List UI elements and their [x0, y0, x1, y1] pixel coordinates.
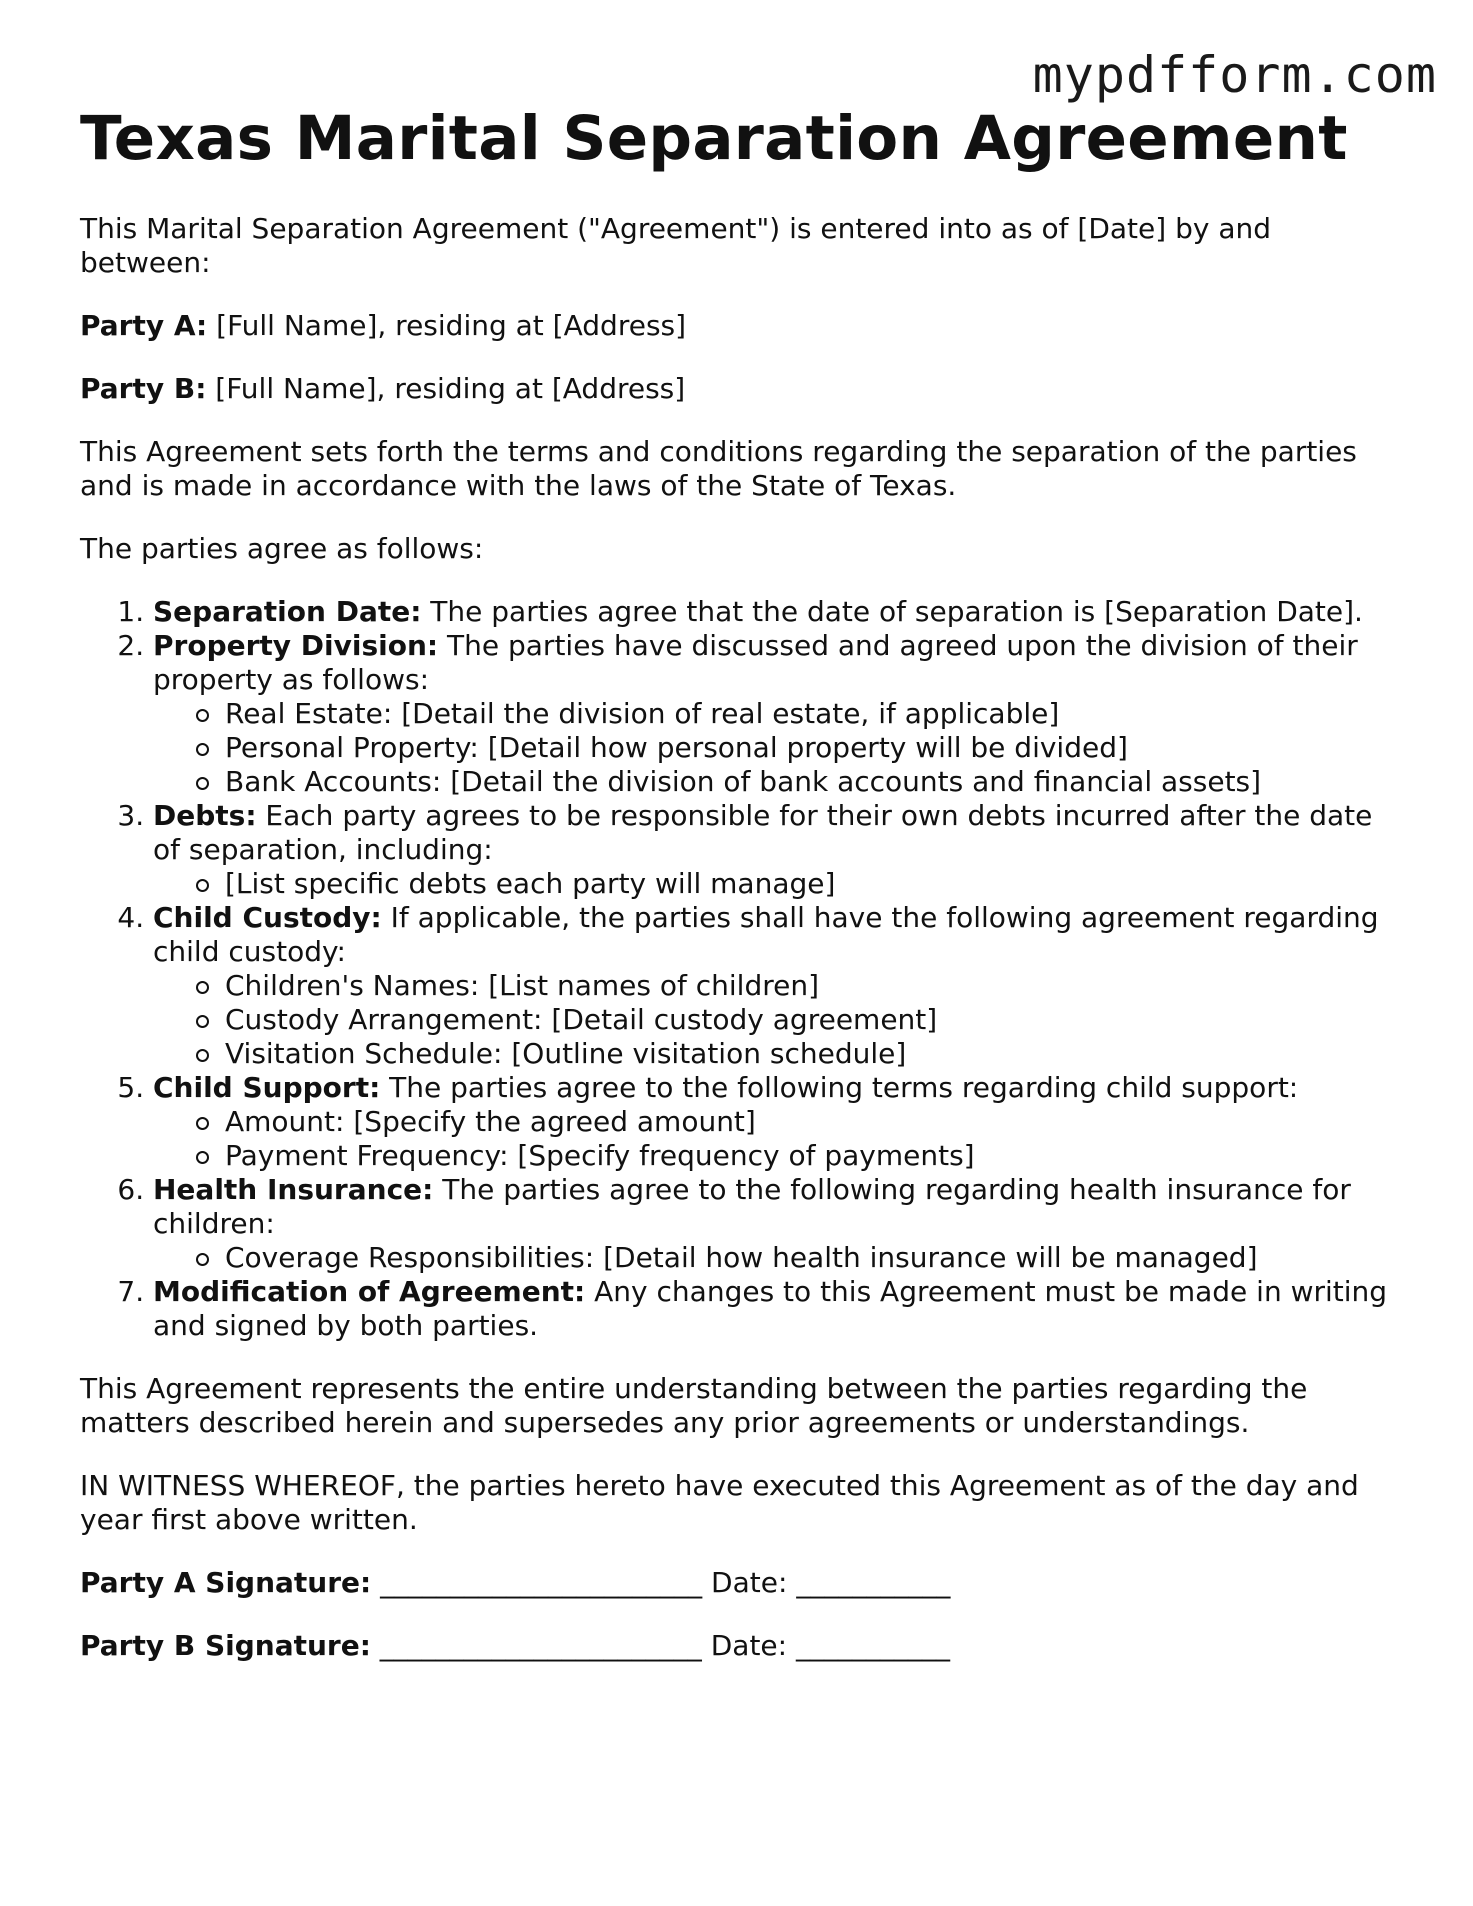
- term-item: [153, 1173, 1400, 1275]
- term-title: Health Insurance:: [153, 1173, 434, 1207]
- signature-row-party-b: [80, 1629, 1400, 1663]
- term-title: Separation Date:: [153, 595, 422, 629]
- party-b-label: Party B:: [80, 372, 207, 406]
- party-b-line: [80, 372, 1400, 406]
- term-text: Any changes to this Agreement must be made in writing and signed by both parties.: [153, 1275, 1388, 1343]
- sub-item: [List specific debts each party will manage]: [225, 867, 1400, 901]
- party-a-line: [80, 309, 1400, 343]
- sub-item: Amount: [Specify the agreed amount]: [225, 1105, 1400, 1139]
- sub-item: Bank Accounts: [Detail the division of bank accounts and financial assets]: [225, 765, 1400, 799]
- sub-item: Custody Arrangement: [Detail custody agreement]: [225, 1003, 1400, 1037]
- document-title: Texas Marital Separation Agreement: [80, 103, 1348, 174]
- term-title: Child Custody:: [153, 901, 382, 935]
- term-item: [153, 799, 1400, 901]
- term-item: [153, 1071, 1400, 1173]
- sub-item: Payment Frequency: [Specify frequency of payments]: [225, 1139, 1400, 1173]
- purpose-paragraph: This Agreement sets forth the terms and conditions regarding the separation of the parties and is made in accordance with the laws of the State of Texas.: [80, 435, 1357, 503]
- term-item: [153, 629, 1400, 799]
- date-label: Date:: [711, 1566, 797, 1600]
- term-item: [153, 901, 1400, 1071]
- party-b-text: [Full Name], residing at [Address]: [206, 372, 686, 406]
- intro-paragraph: This Marital Separation Agreement ("Agreement") is entered into as of [Date] by and between:: [80, 212, 1271, 280]
- sub-item: Real Estate: [Detail the division of real estate, if applicable]: [225, 697, 1400, 731]
- term-text: The parties agree that the date of separation is [Separation Date].: [421, 595, 1363, 629]
- term-sublist: [153, 1105, 1400, 1173]
- term-text: The parties have discussed and agreed upon the division of their property as follows:: [153, 629, 1358, 697]
- date-line[interactable]: ___________: [795, 1629, 950, 1663]
- term-text: If applicable, the parties shall have the following agreement regarding child custody:: [153, 901, 1379, 969]
- term-sublist: [153, 867, 1400, 901]
- agree-intro: The parties agree as follows:: [80, 532, 484, 566]
- term-sublist: [153, 1241, 1400, 1275]
- term-sublist: [153, 969, 1400, 1071]
- date-line[interactable]: ___________: [796, 1566, 951, 1600]
- term-text: Each party agrees to be responsible for their own debts incurred after the date of separation, including:: [153, 799, 1373, 867]
- term-title: Modification of Agreement:: [153, 1275, 586, 1309]
- signature-label: Party A Signature:: [80, 1566, 372, 1600]
- document-page: [80, 104, 1400, 1692]
- term-text: The parties agree to the following regarding health insurance for children:: [153, 1173, 1351, 1241]
- term-item: [153, 1275, 1400, 1343]
- entire-agreement-paragraph: This Agreement represents the entire understanding between the parties regarding the matters described herein and supersedes any prior agreements or understandings.: [80, 1372, 1308, 1440]
- term-text: The parties agree to the following terms regarding child support:: [380, 1071, 1299, 1105]
- signature-label: Party B Signature:: [80, 1629, 371, 1663]
- term-sublist: [153, 697, 1400, 799]
- signature-line[interactable]: _______________________: [370, 1629, 711, 1663]
- sub-item: Coverage Responsibilities: [Detail how health insurance will be managed]: [225, 1241, 1400, 1275]
- term-item: [153, 595, 1400, 629]
- sub-item: Personal Property: [Detail how personal property will be divided]: [225, 731, 1400, 765]
- date-label: Date:: [710, 1629, 796, 1663]
- signature-line[interactable]: _______________________: [371, 1566, 712, 1600]
- terms-list: [80, 595, 1400, 1343]
- party-a-text: [Full Name], residing at [Address]: [207, 309, 687, 343]
- term-title: Debts:: [153, 799, 257, 833]
- term-title: Property Division:: [153, 629, 439, 663]
- witness-paragraph: IN WITNESS WHEREOF, the parties hereto have executed this Agreement as of the day and year first above written.: [80, 1469, 1359, 1537]
- watermark: mypdfform.com: [1032, 46, 1437, 104]
- term-title: Child Support:: [153, 1071, 381, 1105]
- sub-item: Children's Names: [List names of children]: [225, 969, 1400, 1003]
- signature-row-party-a: [80, 1566, 1400, 1600]
- sub-item: Visitation Schedule: [Outline visitation schedule]: [225, 1037, 1400, 1071]
- party-a-label: Party A:: [80, 309, 208, 343]
